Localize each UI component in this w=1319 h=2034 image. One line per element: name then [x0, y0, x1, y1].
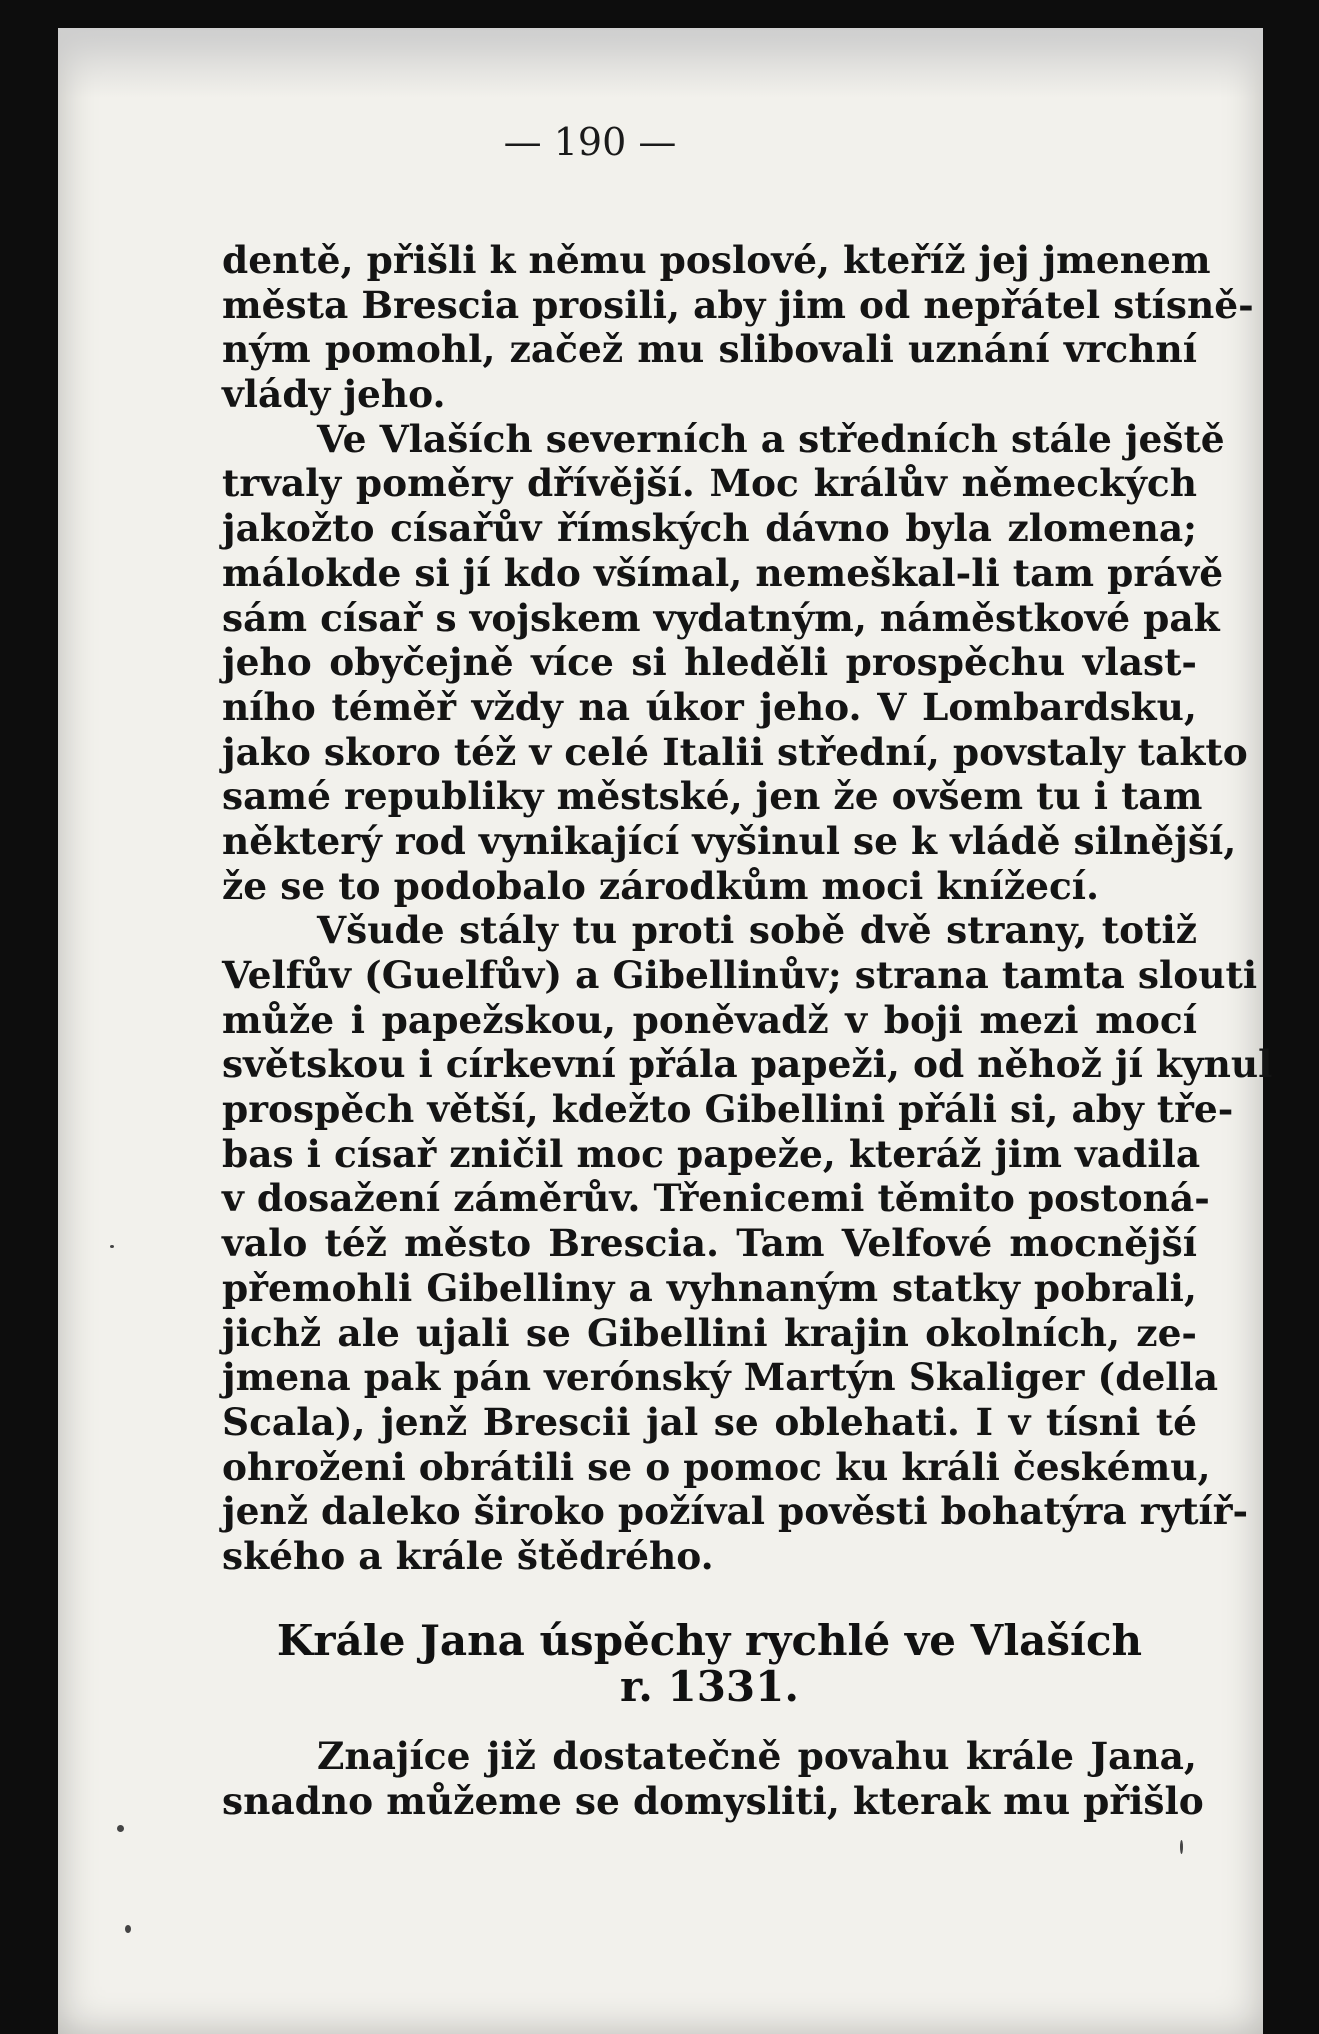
text-line: ohroženi obrátili se o pomoc ku králi českému, — [222, 1444, 1211, 1489]
text-line: trvaly poměry dřívější. Moc králův německých — [222, 461, 1197, 506]
paragraph-start-line: Všude stály tu proti sobě dvě strany, totiž — [317, 908, 1197, 953]
text-line: bas i císař zničil moc papeže, kteráž jim vadila — [222, 1131, 1201, 1176]
text-line: prospěch větší, kdežto Gibellini přáli si, aby tře- — [222, 1087, 1234, 1132]
text-line: Scala), jenž Brescii jal se oblehati. I v tísni té — [222, 1399, 1197, 1444]
dust-speck — [117, 1825, 124, 1832]
text-line: sám císař s vojskem vydatným, náměstkové pak — [222, 595, 1220, 640]
closing-paragraph — [222, 1734, 1204, 1823]
text-line: jenž daleko široko požíval pověsti bohatýra rytíř- — [222, 1489, 1249, 1534]
text-line: ního téměř vždy na úkor jeho. V Lombardsku, — [222, 684, 1197, 729]
text-line: vlády jeho. — [222, 372, 446, 417]
text-line: málokde si jí kdo všímal, nemeškal-li tam právě — [222, 550, 1224, 595]
page-number: — 190 — — [503, 120, 677, 164]
text-line: města Brescia prosili, aby jim od nepřátel stísně- — [222, 282, 1254, 327]
text-line: jeho obyčejně více si hleděli prospěchu vlast- — [222, 640, 1197, 685]
text-line: může i papežskou, poněvadž v boji mezi mocí — [222, 997, 1197, 1042]
text-line: samé republiky městské, jen že ovšem tu i tam — [222, 774, 1203, 819]
text-line: že se to podobalo zárodkům moci knížecí. — [222, 863, 1100, 908]
dust-speck — [110, 1245, 114, 1248]
dust-speck — [1180, 1840, 1183, 1854]
text-line: ným pomohl, začež mu slibovali uznání vrchní — [222, 327, 1197, 372]
page-edge-shadow — [58, 28, 1263, 98]
heading-line: r. 1331. — [619, 1662, 800, 1711]
paragraph-start-line: Znajíce již dostatečně povahu krále Jana, — [317, 1734, 1197, 1778]
text-line: ského a krále štědrého. — [222, 1533, 714, 1578]
heading-line: Krále Jana úspěchy rychlé ve Vlaších — [276, 1616, 1143, 1665]
text-line: snadno můžeme se domysliti, kterak mu přišlo — [222, 1778, 1204, 1823]
text-line: světskou i církevní přála papeži, od něhož jí kynul — [222, 1042, 1273, 1087]
text-line: v dosažení záměrův. Třenicemi těmito postoná- — [222, 1176, 1210, 1221]
section-heading — [222, 1618, 1197, 1710]
paragraph-start-line: Ve Vlaších severních a středních stále ještě — [317, 416, 1225, 461]
text-line: jakožto císařův římských dávno byla zlomena; — [222, 506, 1197, 551]
body-text — [222, 238, 1273, 1579]
text-line: jako skoro též v celé Italii střední, povstaly takto — [222, 729, 1248, 774]
text-line: přemohli Gibelliny a vyhnaným statky pobrali, — [222, 1265, 1197, 1310]
text-line: jmena pak pán verónský Martýn Skaliger (della — [222, 1355, 1219, 1400]
text-line: dentě, přišli k němu poslové, kteříž jej jmenem — [222, 238, 1211, 282]
text-line: jichž ale ujali se Gibellini krajin okolních, ze- — [222, 1310, 1197, 1355]
text-line: některý rod vynikající vyšinul se k vládě silnější, — [222, 818, 1237, 863]
dust-speck — [125, 1925, 131, 1933]
text-line: valo též město Brescia. Tam Velfové mocnější — [222, 1221, 1197, 1266]
text-line: Velfův (Guelfův) a Gibellinův; strana tamta slouti — [222, 953, 1258, 997]
